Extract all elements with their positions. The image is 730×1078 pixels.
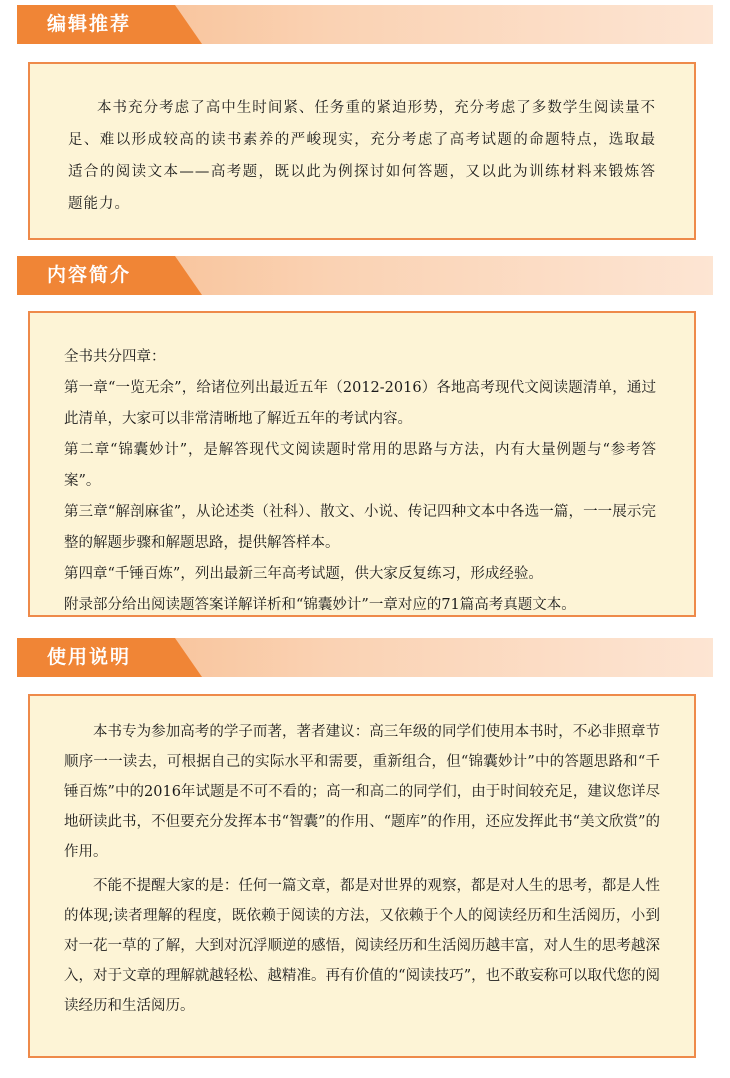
section-title-usage: 使用说明 — [47, 646, 132, 668]
intro-line-appendix: 附录部分给出阅读题答案详解详析和“锦囊妙计”一章对应的71篇高考真题文本。 — [64, 597, 576, 613]
intro-line-chapter-3: 第三章“解剖麻雀”，从论述类（社科）、散文、小说、传记四种文本中各选一篇，一一展示完整的解题步骤和解题思路，提供解答样本。 — [64, 504, 656, 551]
section-header-intro — [17, 256, 713, 295]
section-title-recommend: 编辑推荐 — [47, 13, 132, 35]
section-title-intro: 内容简介 — [47, 264, 132, 286]
usage-paragraph-2: 不能不提醒大家的是：任何一篇文章，都是对世界的观察，都是对人生的思考，都是人性的体现;读者理解的程度，既依赖于阅读的方法，又依赖于个人的阅读经历和生活阅历，小到对一花一草的了解，大到对沉浮顺逆的感悟，阅读经历和生活阅历越丰富，对人生的思考越深入，对于文章的理解就越轻松、越精准。再有价值的“阅读技巧”，也不敢妄称可以取代您的阅读经历和生活阅历。 — [64, 878, 660, 1014]
usage-box — [28, 694, 696, 1058]
intro-line-heading: 全书共分四章： — [64, 349, 166, 365]
intro-line-chapter-4: 第四章“千锤百炼”，列出最新三年高考试题，供大家反复练习，形成经验。 — [64, 566, 543, 582]
section-header-recommend — [17, 5, 713, 44]
usage-paragraph-1: 本书专为参加高考的学子而著，著者建议：高三年级的同学们使用本书时，不必非照章节顺序一一读去，可根据自己的实际水平和需要，重新组合，但“锦囊妙计”中的答题思路和“千锤百炼”中的2016年试题是不可不看的；高一和高二的同学们，由于时间较充足，建议您详尽地研读此书，不但要充分发挥本书“智囊”的作用、“题库”的作用，还应发挥此书“美文欣赏”的作用。 — [64, 724, 660, 860]
intro-box — [28, 311, 696, 617]
recommend-box — [28, 62, 696, 240]
intro-line-chapter-1: 第一章“一览无余”，给诸位列出最近五年（2012-2016）各地高考现代文阅读题清单，通过此清单，大家可以非常清晰地了解近五年的考试内容。 — [64, 380, 656, 427]
recommend-paragraph: 本书充分考虑了高中生时间紧、任务重的紧迫形势，充分考虑了多数学生阅读量不足、难以形成较高的读书素养的严峻现实，充分考虑了高考试题的命题特点，选取最适合的阅读文本——高考题，既以此为例探讨如何答题，又以此为训练材料来锻炼答题能力。 — [68, 100, 656, 212]
intro-line-chapter-2: 第二章“锦囊妙计”，是解答现代文阅读题时常用的思路与方法，内有大量例题与“参考答案”。 — [64, 442, 656, 489]
section-header-usage — [17, 638, 713, 677]
